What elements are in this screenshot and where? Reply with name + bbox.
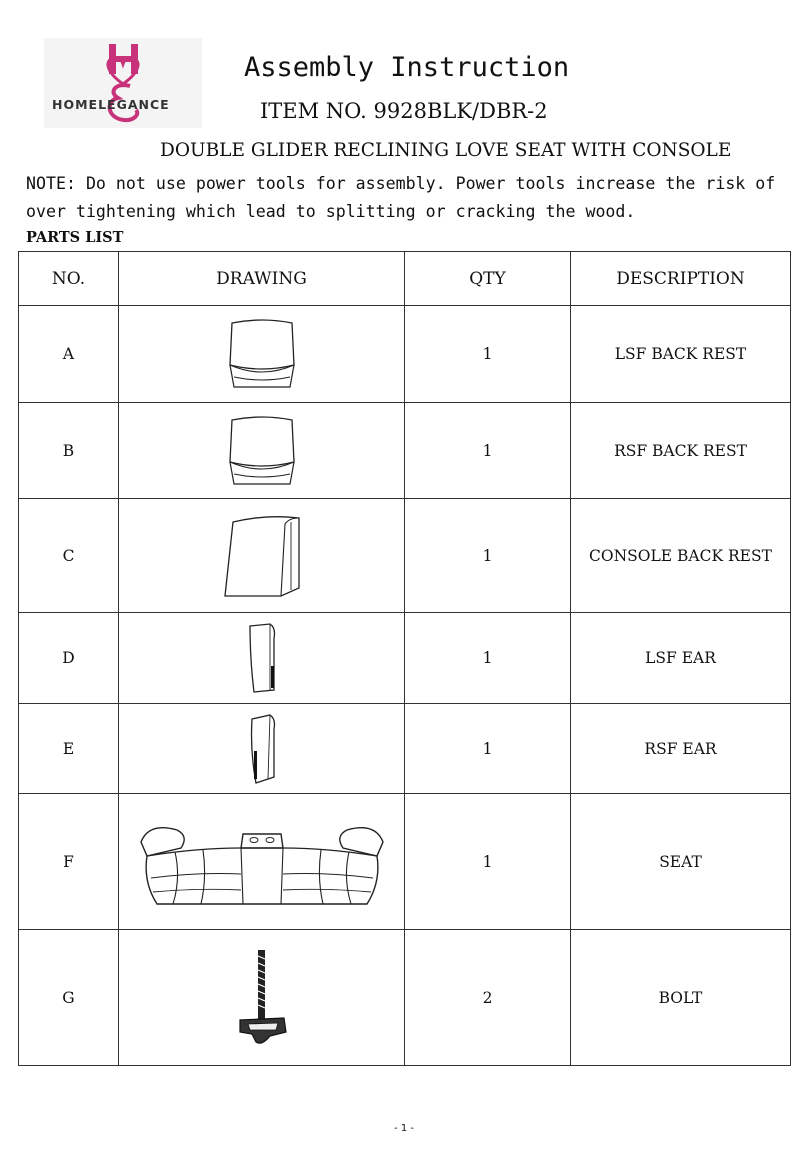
part-description: RSF BACK REST [571,403,791,499]
parts-list-label: PARTS LIST [26,229,124,246]
page-number: - 1 - [394,1123,414,1134]
part-no: E [19,704,119,794]
part-qty: 1 [405,403,571,499]
part-description: LSF EAR [571,613,791,704]
part-description: SEAT [571,794,791,930]
console-back-rest-drawing-icon [219,512,305,600]
table-row [19,930,791,1066]
logo-text: HOMELEGANCE [52,97,170,112]
part-no: C [19,499,119,613]
back-rest-drawing-icon [226,317,298,391]
table-row [19,403,791,499]
part-qty: 1 [405,704,571,794]
product-subtitle: DOUBLE GLIDER RECLINING LOVE SEAT WITH CONSOLE [160,140,732,161]
part-qty: 1 [405,794,571,930]
table-row [19,613,791,704]
assembly-note: NOTE: Do not use power tools for assembly. Power tools increase the risk of over tightening which lead to splitting or cracking the wood. [26,174,776,221]
part-qty: 1 [405,613,571,704]
ear-drawing-icon [242,711,282,787]
table-row [19,499,791,613]
table-row [19,704,791,794]
table-row [19,306,791,403]
part-no: F [19,794,119,930]
header-description: DESCRIPTION [571,252,791,306]
part-qty: 1 [405,499,571,613]
header-drawing: DRAWING [119,252,405,306]
table-header-row [19,252,791,306]
homelegance-logo [44,38,202,128]
parts-table [18,251,791,1066]
part-no: A [19,306,119,403]
part-description: CONSOLE BACK REST [571,499,791,613]
header-no: NO. [19,252,119,306]
item-number: ITEM NO. 9928BLK/DBR-2 [260,99,548,123]
part-no: G [19,930,119,1066]
seat-drawing-icon [137,812,387,912]
header-qty: QTY [405,252,571,306]
part-qty: 1 [405,306,571,403]
part-no: D [19,613,119,704]
part-no: B [19,403,119,499]
bolt-drawing-icon [232,946,292,1050]
part-description: LSF BACK REST [571,306,791,403]
back-rest-drawing-icon [226,414,298,488]
part-description: BOLT [571,930,791,1066]
page-title: Assembly Instruction [244,52,570,83]
part-qty: 2 [405,930,571,1066]
part-description: RSF EAR [571,704,791,794]
table-row [19,794,791,930]
ear-drawing-icon [242,620,282,696]
